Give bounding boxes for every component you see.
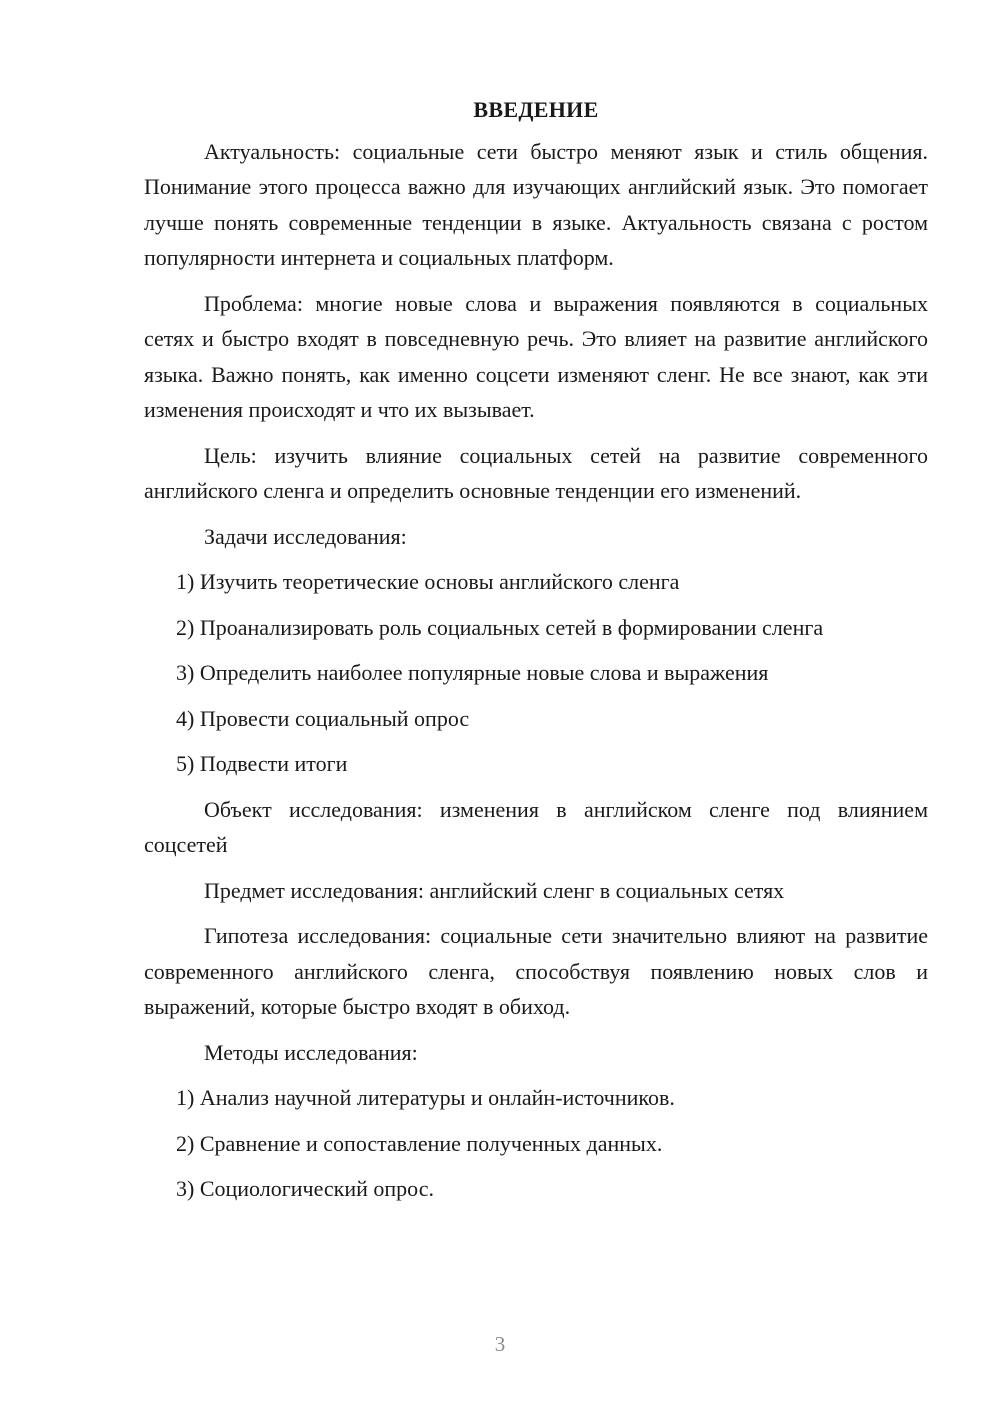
object-paragraph: Объект исследования: изменения в английском сленге под влиянием соцсетей	[144, 796, 928, 857]
list-item: 4) Провести социальный опрос	[176, 705, 470, 731]
tasks-list	[144, 564, 928, 782]
hypothesis-paragraph: Гипотеза исследования: социальные сети значительно влияют на развитие современного английского сленга, способствуя появлению новых слов и выражений, которые быстро входят в обиход.	[144, 923, 928, 1019]
list-item: 3) Определить наиболее популярные новые слова и выражения	[176, 660, 769, 685]
tasks-title: Задачи исследования:	[204, 523, 407, 549]
section-heading: ВВЕДЕНИЕ	[473, 97, 599, 122]
problem-paragraph: Проблема: многие новые слова и выражения появляются в социальных сетях и быстро входят в повседневную речь. Это влияет на развитие английского языка. Важно понять, как именно соцсети изменяют сленг. Не все знают, как эти изменения происходят и что их вызывает.	[144, 290, 928, 422]
page-number: 3	[494, 1332, 506, 1356]
relevance-paragraph: Актуальность: социальные сети быстро меняют язык и стиль общения. Понимание этого процесса важно для изучающих английский язык. Это помогает лучше понять современные тенденции в языке. Актуальность связана с ростом популярности интернета и социальных платформ.	[144, 138, 928, 270]
list-item: 1) Изучить теоретические основы английского сленга	[176, 569, 680, 594]
list-item: 2) Проанализировать роль социальных сетей в формировании сленга	[176, 614, 824, 640]
goal-paragraph: Цель: изучить влияние социальных сетей на развитие современного английского сленга и определить основные тенденции его изменений.	[144, 442, 928, 503]
list-item: 1) Анализ научной литературы и онлайн-источников.	[176, 1085, 675, 1110]
list-item: 3) Социологический опрос.	[176, 1176, 434, 1201]
list-item: 2) Сравнение и сопоставление полученных данных.	[176, 1130, 663, 1156]
list-item: 5) Подвести итоги	[176, 751, 348, 776]
methods-list	[144, 1080, 928, 1207]
methods-title: Методы исследования:	[204, 1039, 418, 1065]
document-page	[144, 92, 928, 1217]
subject-paragraph: Предмет исследования: английский сленг в социальных сетях	[204, 877, 785, 903]
